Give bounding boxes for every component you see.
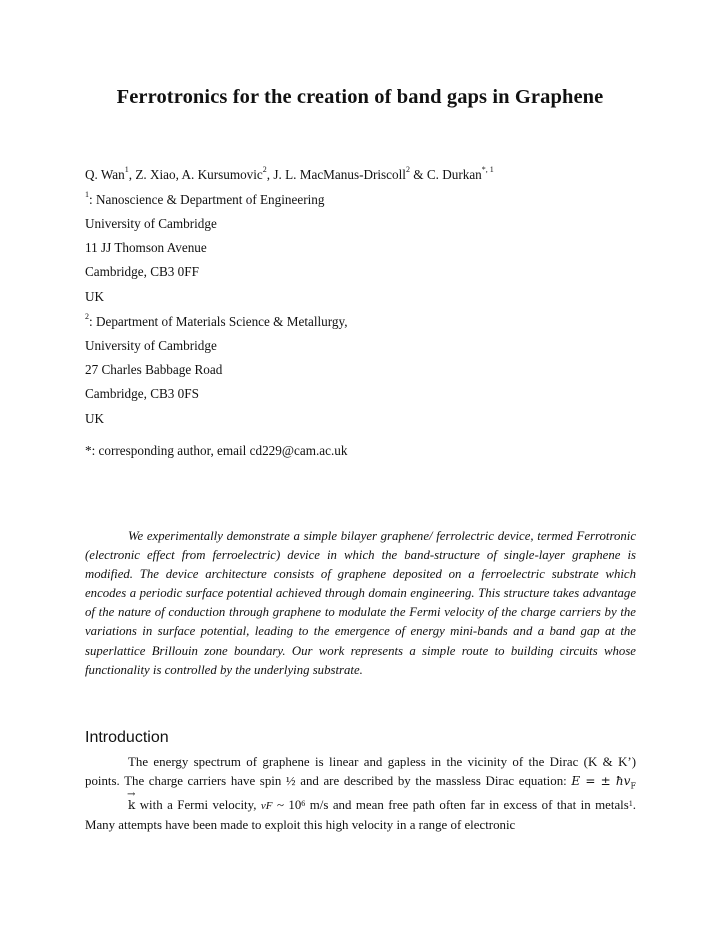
affiliation-marker: 2 [85,312,89,321]
equation-lhs: E = ± ħv [571,774,631,789]
reference-marker: 1 [628,798,633,808]
author-text: , J. L. MacManus-Driscoll [266,167,406,182]
corresponding-author: *: corresponding author, email cd229@cam.ac.uk [85,443,348,458]
body-text: m/s and mean free path often far in excess of that in metals [305,797,629,812]
body-text: with a Fermi velocity, [135,797,261,812]
affiliation-2-dept [85,314,348,330]
fermi-velocity-symbol: vF [260,799,273,812]
affiliation-1-line: University of Cambridge [85,216,217,231]
introduction-body [85,753,636,835]
author-text: Q. Wan [85,167,125,182]
affiliation-2-line: 27 Charles Babbage Road [85,362,223,377]
affiliation-2-line: UK [85,411,105,426]
body-text: . Many attempts have been made to exploit this high velocity in a range of electronic [85,797,636,832]
paper-title: Ferrotronics for the creation of band gaps in Graphene [116,86,604,108]
affiliation-dept-text: : Nanoscience & Department of Engineering [89,192,325,207]
author-text: , Z. Xiao, A. Kursumovic [128,167,263,182]
introduction-paragraph [85,753,636,835]
author-affil-marker: 2 [405,165,410,174]
affiliation-1-line: Cambridge, CB3 0FF [85,264,199,279]
author-affil-marker: 2 [262,165,267,174]
abstract [85,527,636,680]
affiliation-dept-text: : Department of Materials Science & Metallurgy, [89,314,348,329]
author-list [85,167,494,183]
affiliation-1-line: UK [85,289,105,304]
abstract-text: We experimentally demonstrate a simple bilayer graphene/ ferrolectric device, termed Ferrotronic (electronic effect from ferroelectric) device in which the band-structure of single-layer graphene is modified. The device architecture consists of graphene deposited on a ferroelectric substrate which encodes a periodic surface potential achieved through domain engineering. This structure takes advantage of the nature of conduction through graphene to modulate the Fermi velocity of the charge carriers by the variations in surface potential, leading to the emergence of energy mini-bands and a band gap at the superlattice Brillouin zone boundary. Our work represents a simple route to building circuits whose functionality is controlled by the underlying substrate. [85,529,636,677]
author-affil-marker: *, 1 [481,165,494,174]
body-text: ~ 10 [272,797,302,812]
equation-subscript: F [630,781,636,791]
affiliation-marker: 1 [85,190,89,199]
equation-k-vector: → k [85,796,135,815]
affiliation-2-line: Cambridge, CB3 0FS [85,386,199,401]
body-text: The energy spectrum of graphene is linear and gapless in the vicinity of the Dirac (K & K’) points. The charge carriers have spin ½ and are described by the massless Dirac equation: [85,755,636,789]
section-heading-introduction: Introduction [85,729,169,746]
exponent: 6 [301,798,306,808]
author-text: & C. Durkan [409,167,482,182]
author-affil-marker: 1 [124,165,129,174]
affiliation-1-dept [85,192,324,208]
affiliation-1-line: 11 JJ Thomson Avenue [85,240,207,255]
affiliation-2-line: University of Cambridge [85,338,217,353]
